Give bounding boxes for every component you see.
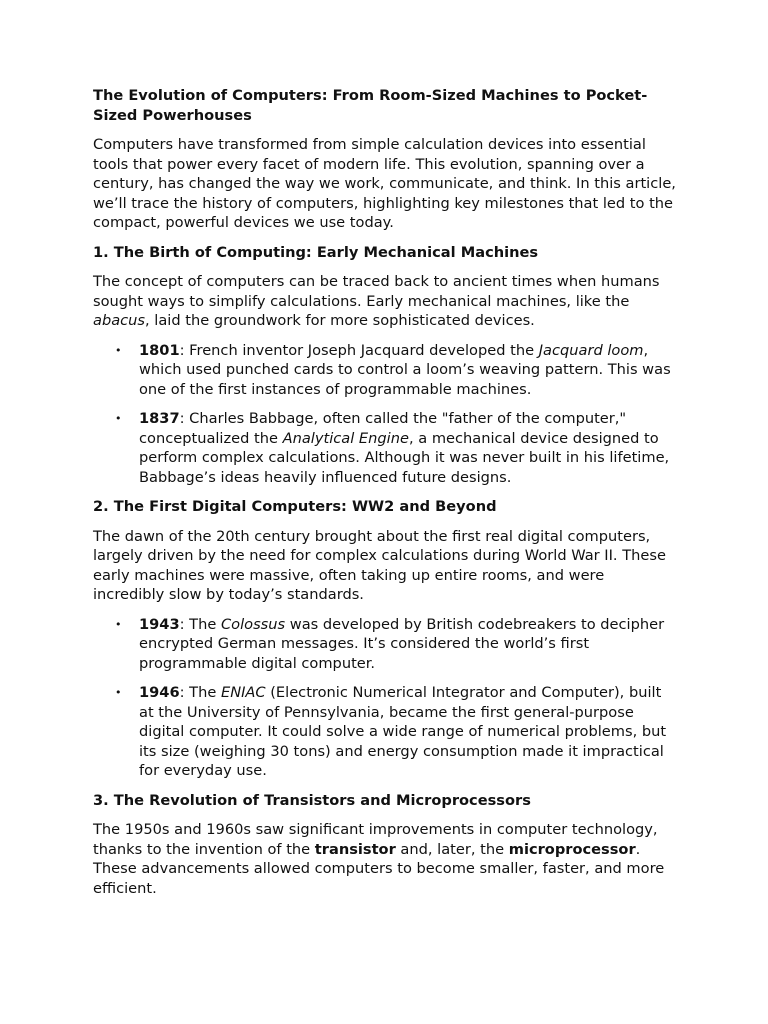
list-item [115,683,678,781]
item-text-end: (Electronic Numerical Integrator and Computer), built at the University of Pennsylvania, became the first general-purpose digital computer. It could solve a wide range of numerical problems, but its size (weighing 30 tons) and energy consumption made it impractical for everyday use. [139,684,667,779]
section-1-text-end: , laid the groundwork for more sophisticated devices. [145,312,535,329]
section-3-heading: 3. The Revolution of Transistors and Microprocessors [93,791,531,809]
list-item [115,341,678,400]
section-1-heading: 1. The Birth of Computing: Early Mechanical Machines [93,243,539,261]
section-1-list [93,341,678,488]
list-item [115,409,678,487]
section-3-text-end: . These advancements allowed computers to become smaller, faster, and more efficient. [93,840,665,897]
section-3-paragraph [93,820,678,898]
item-italic-term: Jacquard loom [538,341,644,359]
section-3-text-start: The 1950s and 1960s saw significant improvements in computer technology, thanks to the invention of the [93,821,658,858]
bullet-icon: • [115,343,122,357]
item-text-end: , a mechanical device designed to perform complex calculations. Although it was never built in his lifetime, Babbage’s ideas heavily influenced future designs. [139,429,670,486]
item-text-start: : Charles Babbage, often called the "father of the computer," conceptualized the [139,410,627,447]
item-italic-term: Colossus [220,615,286,633]
section-1-italic-term: abacus [93,312,146,329]
section-3-text-mid: and, later, the [395,840,509,858]
bullet-icon: • [115,412,122,425]
intro-paragraph: Computers have transformed from simple calculation devices into essential tools that power every facet of modern life. This evolution, spanning over a century, has changed the way we work, communicate, and think. In this article, we’ll trace the history of computers, highlighting key milestones that led to the compact, powerful devices we use today. [93,136,676,231]
item-text-start: : The [179,615,221,633]
item-italic-term: ENIAC [220,684,266,701]
section-3-bold-term: transistor [314,840,396,858]
item-year: 1946 [139,684,180,701]
article-title: The Evolution of Computers: From Room-Sized Machines to Pocket-Sized Powerhouses [93,87,648,124]
section-2-paragraph: The dawn of the 20th century brought about the first real digital computers, largely driven by the need for complex calculations during World War II. These early machines were massive, often taking up entire rooms, and were incredibly slow by today’s standards. [93,527,666,603]
item-italic-term: Analytical Engine [282,429,409,447]
section-1-text-start: The concept of computers can be traced back to ancient times when humans sought ways to simplify calculations. Early mechanical machines, like the [93,273,660,310]
item-year: 1801 [139,341,180,359]
list-item [115,615,678,674]
section-2-heading: 2. The First Digital Computers: WW2 and Beyond [93,498,497,515]
section-3-bold-term: microprocessor [508,840,636,858]
item-text-end: was developed by British codebreakers to decipher encrypted German messages. It’s considered the world’s first programmable digital computer. [139,615,665,672]
bullet-icon: • [115,617,122,631]
item-text-start: : The [179,684,221,701]
item-year: 1943 [139,615,180,633]
item-year: 1837 [139,410,180,427]
section-2-list [93,615,678,781]
item-text-start: : French inventor Joseph Jacquard developed the [179,341,539,359]
section-1-paragraph [93,272,678,331]
item-text-end: , which used punched cards to control a loom’s weaving pattern. This was one of the first instances of programmable machines. [139,341,671,398]
bullet-icon: • [115,686,122,699]
document-page [93,86,678,908]
